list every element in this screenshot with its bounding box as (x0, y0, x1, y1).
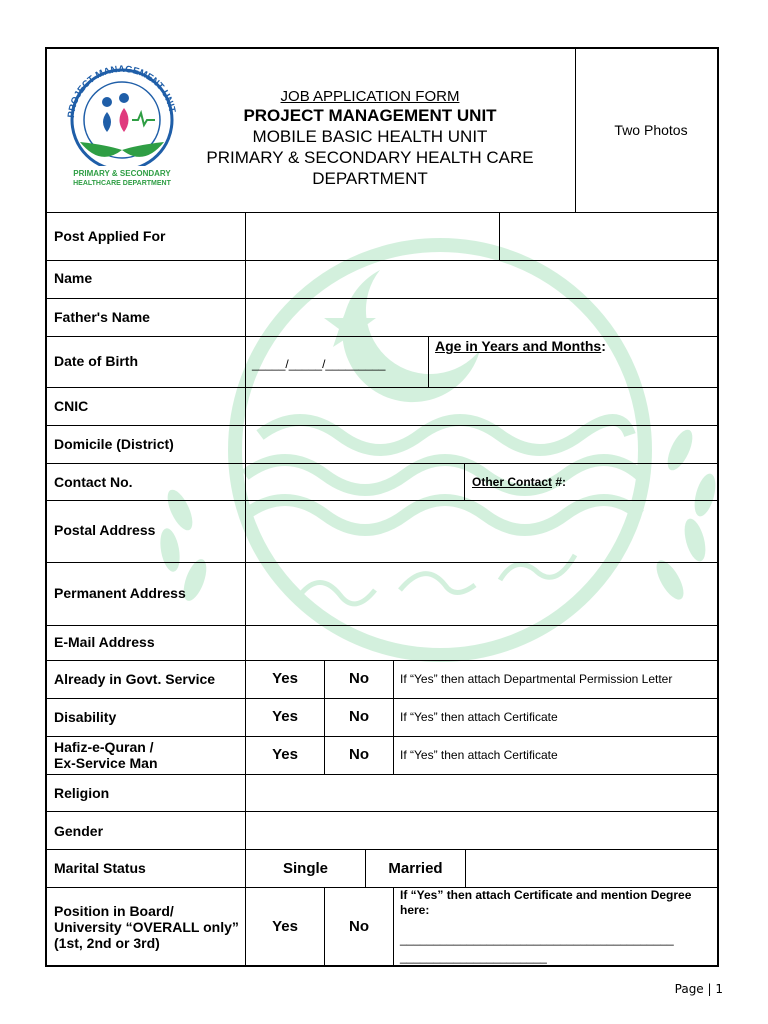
gender-input[interactable] (247, 813, 717, 848)
row-line (46, 811, 718, 812)
contact-input[interactable] (247, 465, 463, 499)
position-note-line1: If “Yes” then attach Certificate and mention Degree (400, 888, 692, 902)
row-line (46, 774, 718, 775)
label-other-contact-text: Other Contact (472, 475, 553, 489)
domicile-input[interactable] (247, 427, 717, 462)
row-line (46, 698, 718, 699)
disability-yes-option[interactable]: Yes (272, 708, 298, 725)
label-position-line1: Position in Board/ (54, 903, 174, 919)
govt-service-note: If “Yes” then attach Departmental Permission Letter (400, 672, 673, 686)
row-line (46, 298, 718, 299)
row-line (46, 625, 718, 626)
position-degree-blank-1[interactable]: _________________________________________ (400, 932, 674, 946)
pmu-logo (62, 62, 182, 192)
svg-text:HEALTHCARE DEPARTMENT: HEALTHCARE DEPARTMENT (73, 180, 171, 187)
label-cnic: CNIC (54, 398, 89, 414)
dob-blank: _____/_____/_________ (252, 357, 386, 371)
label-permanent-address: Permanent Address (54, 585, 186, 601)
post-applied-extra-input[interactable] (501, 214, 717, 259)
label-age (435, 338, 606, 354)
row-line (46, 336, 718, 337)
label-contact: Contact No. (54, 474, 133, 490)
svg-text:PROJECT MANAGEMENT UNIT: PROJECT MANAGEMENT UNIT (65, 63, 178, 119)
position-yes-option[interactable]: Yes (272, 918, 298, 935)
mbhu-title: MOBILE BASIC HEALTH UNIT (252, 127, 488, 146)
row-line (46, 500, 718, 501)
label-other-contact-suffix: #: (552, 475, 567, 489)
govt-service-no-option[interactable]: No (349, 670, 369, 687)
hafiz-note: If “Yes” then attach Certificate (400, 748, 558, 762)
label-position-line3: (1st, 2nd or 3rd) (54, 935, 160, 951)
religion-input[interactable] (247, 776, 717, 810)
position-no-option[interactable]: No (349, 918, 369, 935)
other-contact-divider (464, 463, 465, 500)
label-religion: Religion (54, 785, 110, 801)
row-line (46, 562, 718, 563)
hafiz-yes-option[interactable]: Yes (272, 746, 298, 763)
marital-extra-cell[interactable] (467, 851, 717, 886)
position-note-divider (393, 887, 394, 966)
label-name: Name (54, 270, 93, 286)
row-line (46, 260, 718, 261)
label-fathers-name: Father's Name (54, 309, 150, 325)
row-line (46, 660, 718, 661)
label-column-divider (245, 213, 246, 966)
label-domicile: Domicile (District) (54, 436, 174, 452)
cnic-input[interactable] (247, 389, 717, 424)
position-degree-blank-2[interactable]: ______________________ (400, 950, 547, 964)
svg-text:PRIMARY & SECONDARY: PRIMARY & SECONDARY (73, 169, 171, 178)
email-input[interactable] (247, 627, 717, 659)
label-age-text: Age in Years and Months (435, 338, 602, 354)
label-postal-address: Postal Address (54, 522, 156, 538)
note-divider (393, 660, 394, 774)
post-applied-input[interactable] (247, 214, 498, 259)
department-title-line1: PRIMARY & SECONDARY HEALTH CARE (206, 148, 534, 167)
name-input[interactable] (247, 262, 717, 297)
row-line (46, 425, 718, 426)
row-line (46, 463, 718, 464)
post-applied-divider (499, 213, 500, 260)
page-number: Page | 1 (674, 982, 723, 996)
photo-label: Two Photos (614, 122, 688, 138)
label-hafiz-line1: Hafiz-e-Quran / (54, 739, 154, 755)
label-post-applied: Post Applied For (54, 228, 166, 244)
disability-note: If “Yes” then attach Certificate (400, 710, 558, 724)
row-line (46, 387, 718, 388)
label-position-line2: University “OVERALL only” (54, 919, 239, 935)
row-line (46, 849, 718, 850)
label-email: E-Mail Address (54, 634, 155, 650)
disability-no-option[interactable]: No (349, 708, 369, 725)
postal-address-input[interactable] (247, 502, 717, 561)
header-bottom-line (46, 212, 718, 213)
form-title: JOB APPLICATION FORM (280, 88, 460, 105)
marital-divider-2 (465, 849, 466, 887)
label-disability: Disability (54, 709, 117, 725)
label-govt-service: Already in Govt. Service (54, 671, 216, 687)
row-line (46, 736, 718, 737)
label-marital-status: Marital Status (54, 860, 146, 876)
position-note-line2: here: (400, 903, 430, 917)
fathers-name-input[interactable] (247, 300, 717, 335)
label-hafiz-line2: Ex-Service Man (54, 755, 158, 771)
age-divider (428, 336, 429, 387)
label-gender: Gender (54, 823, 104, 839)
label-age-colon: : (601, 338, 606, 354)
marital-single-option[interactable]: Single (282, 860, 328, 877)
label-date-of-birth: Date of Birth (54, 353, 138, 369)
department-title-line2: DEPARTMENT (312, 169, 428, 188)
marital-married-option[interactable]: Married (388, 860, 443, 877)
govt-service-yes-option[interactable]: Yes (272, 670, 298, 687)
permanent-address-input[interactable] (247, 564, 717, 624)
unit-title: PROJECT MANAGEMENT UNIT (243, 106, 497, 125)
label-other-contact (472, 475, 566, 489)
hafiz-no-option[interactable]: No (349, 746, 369, 763)
